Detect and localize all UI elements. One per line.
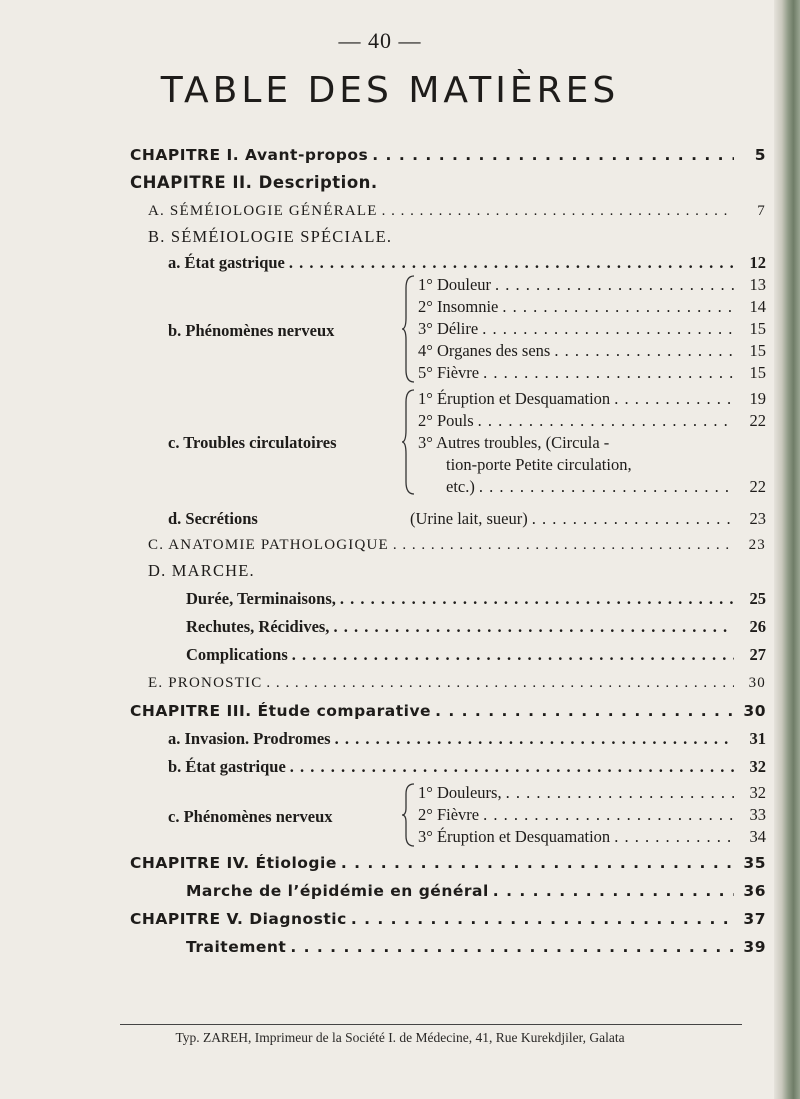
toc-page: 27 (749, 645, 766, 664)
toc-secretions-detail[interactable] (410, 508, 766, 530)
leader-dots (493, 880, 734, 902)
leader-dots (478, 410, 734, 432)
leader-dots (482, 318, 734, 340)
toc-autres-troubles[interactable]: 3° Autres troubles, (Circula - (418, 433, 610, 452)
leader-dots (483, 804, 734, 826)
brace-left (402, 388, 416, 496)
toc-douleurs-2[interactable] (418, 782, 766, 804)
leader-dots (266, 672, 734, 694)
toc-label: 1° Douleur (418, 275, 492, 294)
leader-dots (333, 616, 734, 638)
page-number: — 40 — (338, 28, 422, 53)
leader-dots (502, 296, 734, 318)
brace-left (402, 274, 416, 384)
toc-semeiologie-speciale[interactable]: B. SÉMÉIOLOGIE SPÉCIALE. (148, 227, 393, 246)
toc-complications[interactable] (186, 644, 766, 666)
toc-page: 15 (749, 319, 766, 338)
toc-chapter-3[interactable] (130, 700, 766, 722)
toc-page: 35 (743, 854, 766, 872)
toc-label: a. Invasion. Prodromes (168, 729, 331, 748)
leader-dots (335, 728, 734, 750)
toc-semeiologie-generale[interactable] (148, 200, 766, 222)
toc-secretions[interactable]: d. Secrétions (168, 509, 258, 528)
toc-rechutes[interactable] (186, 616, 766, 638)
leader-dots (290, 936, 734, 958)
toc-page: 31 (749, 729, 766, 748)
toc-label: E. PRONOSTIC (148, 675, 263, 691)
leader-dots (289, 252, 734, 274)
toc-label: 2° Fièvre (418, 805, 480, 824)
page-title: TABLE DES MATIÈRES (160, 70, 620, 111)
toc-chapter-2[interactable]: CHAPITRE II. Description. (130, 173, 378, 192)
leader-dots (483, 362, 734, 384)
toc-pronostic[interactable] (148, 672, 766, 694)
toc-label: a. État gastrique (168, 253, 285, 272)
toc-etat-gastrique[interactable] (168, 252, 766, 274)
toc-marche[interactable]: D. MARCHE. (148, 561, 255, 580)
leader-dots (495, 274, 734, 296)
toc-marche-epidemie[interactable] (186, 880, 766, 902)
toc-page: 30 (743, 702, 766, 720)
leader-dots (393, 534, 734, 556)
leader-dots (382, 200, 734, 222)
leader-dots (554, 340, 734, 362)
leader-dots (435, 700, 734, 722)
toc-page: 37 (743, 910, 766, 928)
toc-label: b. État gastrique (168, 757, 286, 776)
leader-dots (290, 756, 734, 778)
toc-page: 14 (749, 297, 766, 316)
leader-dots (614, 826, 734, 848)
leader-dots (479, 476, 734, 498)
leader-dots (372, 144, 734, 166)
toc-label: CHAPITRE III. Étude comparative (130, 702, 432, 720)
toc-label: CHAPITRE IV. Étiologie (130, 854, 337, 872)
toc-chapter-1[interactable] (130, 144, 766, 166)
toc-autres-troubles-cont: tion-porte Petite circulation, (446, 455, 632, 474)
toc-label: Complications (186, 645, 288, 664)
toc-page: 12 (749, 253, 766, 272)
toc-label: 3° Éruption et Desquamation (418, 827, 611, 846)
toc-label: etc.) (446, 477, 475, 496)
toc-page: 5 (754, 146, 766, 164)
toc-pouls[interactable] (418, 410, 766, 432)
toc-page: 19 (749, 389, 766, 408)
toc-organes-des-sens[interactable] (418, 340, 766, 362)
toc-label: Marche de l’épidémie en général (186, 882, 489, 900)
toc-label: (Urine lait, sueur) (410, 509, 528, 528)
leader-dots (292, 644, 734, 666)
toc-label: A. SÉMÉIOLOGIE GÉNÉRALE (148, 203, 378, 219)
toc-label: 4° Organes des sens (418, 341, 551, 360)
toc-label: 3° Délire (418, 319, 479, 338)
leader-dots (351, 908, 734, 930)
toc-label: 2° Insomnie (418, 297, 499, 316)
toc-invasion[interactable] (168, 728, 766, 750)
leader-dots (532, 508, 734, 530)
toc-page: 30 (748, 675, 766, 691)
toc-page: 36 (743, 882, 766, 900)
toc-page: 26 (749, 617, 766, 636)
toc-etc[interactable] (446, 476, 766, 498)
toc-fievre-2[interactable] (418, 804, 766, 826)
toc-page: 22 (749, 477, 766, 496)
toc-etat-gastrique-2[interactable] (168, 756, 766, 778)
toc-page: 33 (749, 805, 766, 824)
toc-anatomie-pathologique[interactable] (148, 534, 766, 556)
toc-eruption-2[interactable] (418, 826, 766, 848)
toc-page: 7 (757, 203, 766, 219)
toc-label: 5° Fièvre (418, 363, 480, 382)
toc-douleur[interactable] (418, 274, 766, 296)
toc-label: C. ANATOMIE PATHOLOGIQUE (148, 537, 389, 553)
leader-dots (340, 588, 734, 610)
toc-label: Rechutes, Récidives, (186, 617, 330, 636)
toc-eruption[interactable] (418, 388, 766, 410)
toc-label: Traitement (186, 938, 287, 956)
toc-troubles-circulatoires[interactable]: c. Troubles circulatoires (168, 433, 337, 452)
leader-dots (506, 782, 734, 804)
footer-rule (120, 1024, 742, 1025)
printer-footer: Typ. ZAREH, Imprimeur de la Société I. de Médecine, 41, Rue Kurekdjiler, Galata (175, 1030, 625, 1045)
toc-fievre[interactable] (418, 362, 766, 384)
toc-label: CHAPITRE I. Avant-propos (130, 146, 369, 164)
toc-phenomenes-nerveux[interactable]: b. Phénomènes nerveux (168, 321, 335, 340)
toc-label: Durée, Terminaisons, (186, 589, 336, 608)
toc-phenomenes-nerveux-2[interactable]: c. Phénomènes nerveux (168, 807, 333, 826)
toc-page: 23 (749, 509, 766, 528)
toc-page: 15 (749, 341, 766, 360)
toc-label: CHAPITRE V. Diagnostic (130, 910, 347, 928)
toc-page: 34 (749, 827, 766, 846)
toc-page: 32 (749, 757, 766, 776)
toc-page: 22 (749, 411, 766, 430)
toc-label: 1° Éruption et Desquamation (418, 389, 611, 408)
leader-dots (614, 388, 734, 410)
toc-page: 23 (748, 537, 766, 553)
toc-chapter-4[interactable] (130, 852, 766, 874)
toc-label: 1° Douleurs, (418, 783, 502, 802)
toc-page: 32 (749, 783, 766, 802)
toc-delire[interactable] (418, 318, 766, 340)
leader-dots (341, 852, 734, 874)
toc-traitement[interactable] (186, 936, 766, 958)
toc-page: 25 (749, 589, 766, 608)
page-edge (774, 0, 800, 1099)
toc-duree[interactable] (186, 588, 766, 610)
toc-page: 39 (743, 938, 766, 956)
brace-left (402, 782, 416, 848)
toc-insomnie[interactable] (418, 296, 766, 318)
toc-page: 15 (749, 363, 766, 382)
toc-chapter-5[interactable] (130, 908, 766, 930)
toc-label: 2° Pouls (418, 411, 474, 430)
toc-page: 13 (749, 275, 766, 294)
